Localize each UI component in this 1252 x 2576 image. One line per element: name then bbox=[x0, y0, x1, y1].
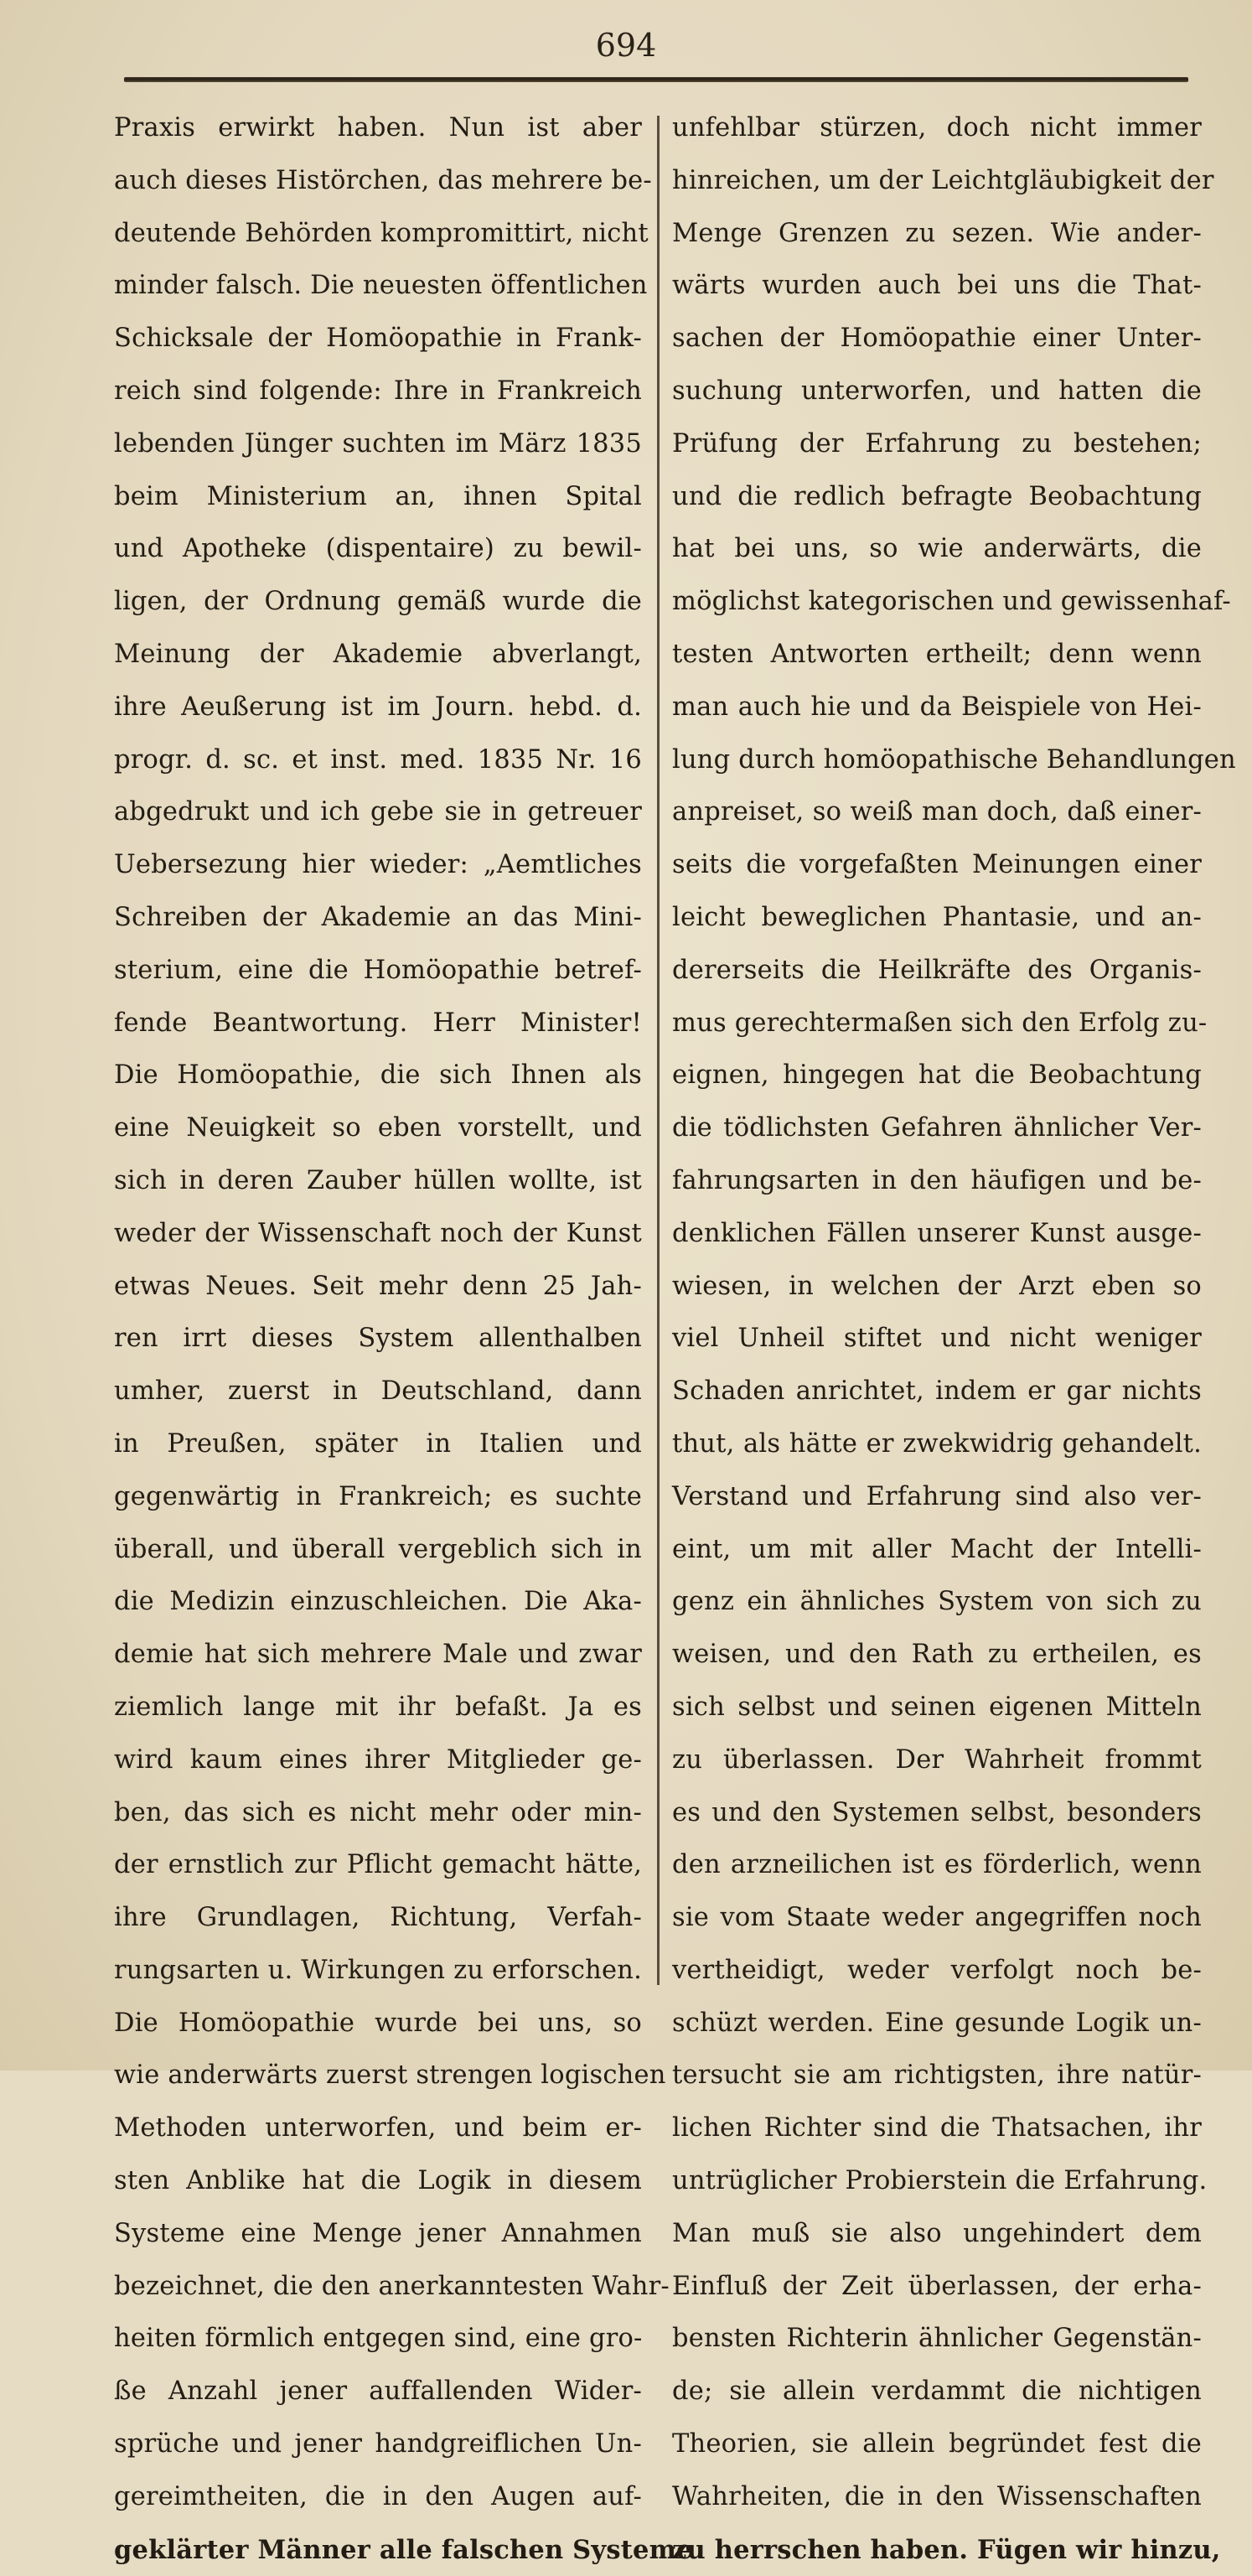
text-line: minder falsch. Die neuesten öffentlichen bbox=[114, 271, 648, 301]
text-line: dererseits die Heilkräfte des Organis- bbox=[672, 955, 1202, 985]
text-line: hat bei uns, so wie anderwärts, die bbox=[672, 534, 1202, 564]
text-line: beim Ministerium an, ihnen Spital bbox=[114, 481, 642, 511]
text-line: ren irrt dieses System allenthalben bbox=[114, 1324, 642, 1354]
text-line: suchung unterworfen, und hatten die bbox=[672, 376, 1202, 406]
text-line: Systeme eine Menge jener Annahmen bbox=[114, 2218, 642, 2248]
text-line: Schaden anrichtet, indem er gar nichts bbox=[672, 1376, 1202, 1407]
text-line: wärts wurden auch bei uns die That- bbox=[672, 271, 1202, 301]
right-column bbox=[672, 102, 1236, 2576]
text-line: zu herrschen haben. Fügen wir hinzu, bbox=[672, 2534, 1221, 2565]
text-line: Verstand und Erfahrung sind also ver- bbox=[672, 1481, 1202, 1511]
text-line: seits die vorgefaßten Meinungen einer bbox=[672, 850, 1202, 880]
text-line: ben, das sich es nicht mehr oder min- bbox=[114, 1797, 642, 1827]
text-line: geklärter Männer alle falschen Systeme bbox=[114, 2534, 693, 2565]
text-line: rungsarten u. Wirkungen zu erforschen. bbox=[114, 1955, 642, 1985]
text-line: mus gerechtermaßen sich den Erfolg zu- bbox=[672, 1008, 1208, 1038]
text-line: progr. d. sc. et inst. med. 1835 Nr. 16 bbox=[114, 744, 642, 775]
text-line: sachen der Homöopathie einer Unter- bbox=[672, 324, 1202, 354]
text-line: weder der Wissenschaft noch der Kunst bbox=[114, 1218, 642, 1248]
text-line: bezeichnet, die den anerkanntesten Wahr- bbox=[114, 2271, 670, 2301]
text-line: Theorien, sie allein begründet fest die bbox=[672, 2429, 1202, 2459]
text-line: ihre Aeußerung ist im Journ. hebd. d. bbox=[114, 692, 642, 722]
text-line: möglichst kategorischen und gewissenhaf- bbox=[672, 587, 1231, 617]
text-line: Die Homöopathie wurde bei uns, so bbox=[114, 2008, 642, 2038]
text-line: heiten förmlich entgegen sind, eine gro- bbox=[114, 2324, 643, 2354]
text-line: und die redlich befragte Beobachtung bbox=[672, 481, 1202, 511]
text-line: genz ein ähnliches System von sich zu bbox=[672, 1587, 1202, 1617]
text-line: ligen, der Ordnung gemäß wurde die bbox=[114, 587, 642, 617]
text-line: Praxis erwirkt haben. Nun ist aber bbox=[114, 113, 642, 143]
text-line: abgedrukt und ich gebe sie in getreuer bbox=[114, 797, 642, 827]
text-line: sterium, eine die Homöopathie betref- bbox=[114, 955, 642, 985]
text-line: ße Anzahl jener auffallenden Wider- bbox=[114, 2376, 642, 2407]
text-line: eint, um mit aller Macht der Intelli- bbox=[672, 1534, 1202, 1564]
column-divider bbox=[657, 116, 660, 1985]
text-line: tersucht sie am richtigsten, ihre natür- bbox=[672, 2060, 1202, 2091]
text-line: vertheidigt, weder verfolgt noch be- bbox=[672, 1955, 1202, 1985]
text-line: lebenden Jünger suchten im März 1835 bbox=[114, 428, 642, 459]
left-column bbox=[114, 102, 693, 2576]
text-line: ihre Grundlagen, Richtung, Verfah- bbox=[114, 1903, 642, 1933]
text-line: viel Unheil stiftet und nicht weniger bbox=[672, 1324, 1202, 1354]
text-line: Prüfung der Erfahrung zu bestehen; bbox=[672, 428, 1202, 459]
text-line: eignen, hingegen hat die Beobachtung bbox=[672, 1060, 1202, 1091]
text-line: die Medizin einzuschleichen. Die Aka- bbox=[114, 1587, 642, 1617]
text-line: denklichen Fällen unserer Kunst ausge- bbox=[672, 1218, 1202, 1248]
text-line: unfehlbar stürzen, doch nicht immer bbox=[672, 113, 1202, 143]
text-line: hinreichen, um der Leichtgläubigkeit der bbox=[672, 165, 1214, 195]
text-line: eine Neuigkeit so eben vorstellt, und bbox=[114, 1113, 642, 1143]
text-line: deutende Behörden kompromittirt, nicht bbox=[114, 218, 649, 248]
text-line: lichen Richter sind die Thatsachen, ihr bbox=[672, 2113, 1202, 2143]
text-line: den arzneilichen ist es förderlich, wenn bbox=[672, 1850, 1202, 1880]
text-line: Schicksale der Homöopathie in Frank- bbox=[114, 324, 642, 354]
text-line: sie vom Staate weder angegriffen noch bbox=[672, 1903, 1202, 1933]
text-line: Wahrheiten, die in den Wissenschaften bbox=[672, 2481, 1202, 2511]
page-number: 694 bbox=[595, 27, 657, 64]
text-line: sich selbst und seinen eigenen Mitteln bbox=[672, 1692, 1202, 1722]
text-line: gereimtheiten, die in den Augen auf- bbox=[114, 2481, 642, 2511]
text-line: gegenwärtig in Frankreich; es suchte bbox=[114, 1481, 642, 1511]
text-line: wiesen, in welchen der Arzt eben so bbox=[672, 1271, 1202, 1301]
header-rule bbox=[124, 77, 1188, 82]
text-line: fahrungsarten in den häufigen und be- bbox=[672, 1165, 1202, 1195]
text-line: Die Homöopathie, die sich Ihnen als bbox=[114, 1060, 642, 1091]
text-line: anpreiset, so weiß man doch, daß einer- bbox=[672, 797, 1202, 827]
text-line: überall, und überall vergeblich sich in bbox=[114, 1534, 642, 1564]
text-line: Meinung der Akademie abverlangt, bbox=[114, 639, 642, 669]
text-line: etwas Neues. Seit mehr denn 25 Jah- bbox=[114, 1271, 642, 1301]
text-line: Methoden unterworfen, und beim er- bbox=[114, 2113, 642, 2143]
text-line: und Apotheke (dispentaire) zu bewil- bbox=[114, 534, 642, 564]
text-line: de; sie allein verdammt die nichtigen bbox=[672, 2376, 1202, 2407]
text-line: es und den Systemen selbst, besonders bbox=[672, 1797, 1202, 1827]
text-line: sprüche und jener handgreiflichen Un- bbox=[114, 2429, 642, 2459]
text-line: sich in deren Zauber hüllen wollte, ist bbox=[114, 1165, 642, 1195]
text-line: weisen, und den Rath zu ertheilen, es bbox=[672, 1640, 1202, 1670]
text-line: schüzt werden. Eine gesunde Logik un- bbox=[672, 2008, 1202, 2038]
text-line: die tödlichsten Gefahren ähnlicher Ver- bbox=[672, 1113, 1202, 1143]
text-line: testen Antworten ertheilt; denn wenn bbox=[672, 639, 1202, 669]
text-line: ziemlich lange mit ihr befaßt. Ja es bbox=[114, 1692, 642, 1722]
text-line: leicht beweglichen Phantasie, und an- bbox=[672, 902, 1202, 932]
text-line: Einfluß der Zeit überlassen, der erha- bbox=[672, 2271, 1202, 2301]
text-line: zu überlassen. Der Wahrheit frommt bbox=[672, 1744, 1202, 1775]
text-line: Uebersezung hier wieder: „Aemtliches bbox=[114, 850, 642, 880]
text-line: umher, zuerst in Deutschland, dann bbox=[114, 1376, 642, 1407]
text-line: sten Anblike hat die Logik in diesem bbox=[114, 2166, 642, 2196]
text-line: Menge Grenzen zu sezen. Wie ander- bbox=[672, 218, 1202, 248]
text-line: wie anderwärts zuerst strengen logischen bbox=[114, 2060, 666, 2091]
text-line: auch dieses Histörchen, das mehrere be- bbox=[114, 165, 652, 195]
text-line: lung durch homöopathische Behandlungen bbox=[672, 744, 1236, 775]
text-line: untrüglicher Probierstein die Erfahrung. bbox=[672, 2166, 1208, 2196]
text-line: bensten Richterin ähnlicher Gegenstän- bbox=[672, 2324, 1202, 2354]
text-line: der ernstlich zur Pflicht gemacht hätte, bbox=[114, 1850, 642, 1880]
text-line: demie hat sich mehrere Male und zwar bbox=[114, 1640, 642, 1670]
text-line: Man muß sie also ungehindert dem bbox=[672, 2218, 1202, 2248]
text-line: fende Beantwortung. Herr Minister! bbox=[114, 1008, 642, 1038]
text-line: wird kaum eines ihrer Mitglieder ge- bbox=[114, 1744, 642, 1775]
text-line: thut, als hätte er zwekwidrig gehandelt. bbox=[672, 1428, 1202, 1459]
text-line: in Preußen, später in Italien und bbox=[114, 1428, 642, 1459]
text-line: Schreiben der Akademie an das Mini- bbox=[114, 902, 642, 932]
text-line: reich sind folgende: Ihre in Frankreich bbox=[114, 376, 642, 406]
text-line: man auch hie und da Beispiele von Hei- bbox=[672, 692, 1202, 722]
